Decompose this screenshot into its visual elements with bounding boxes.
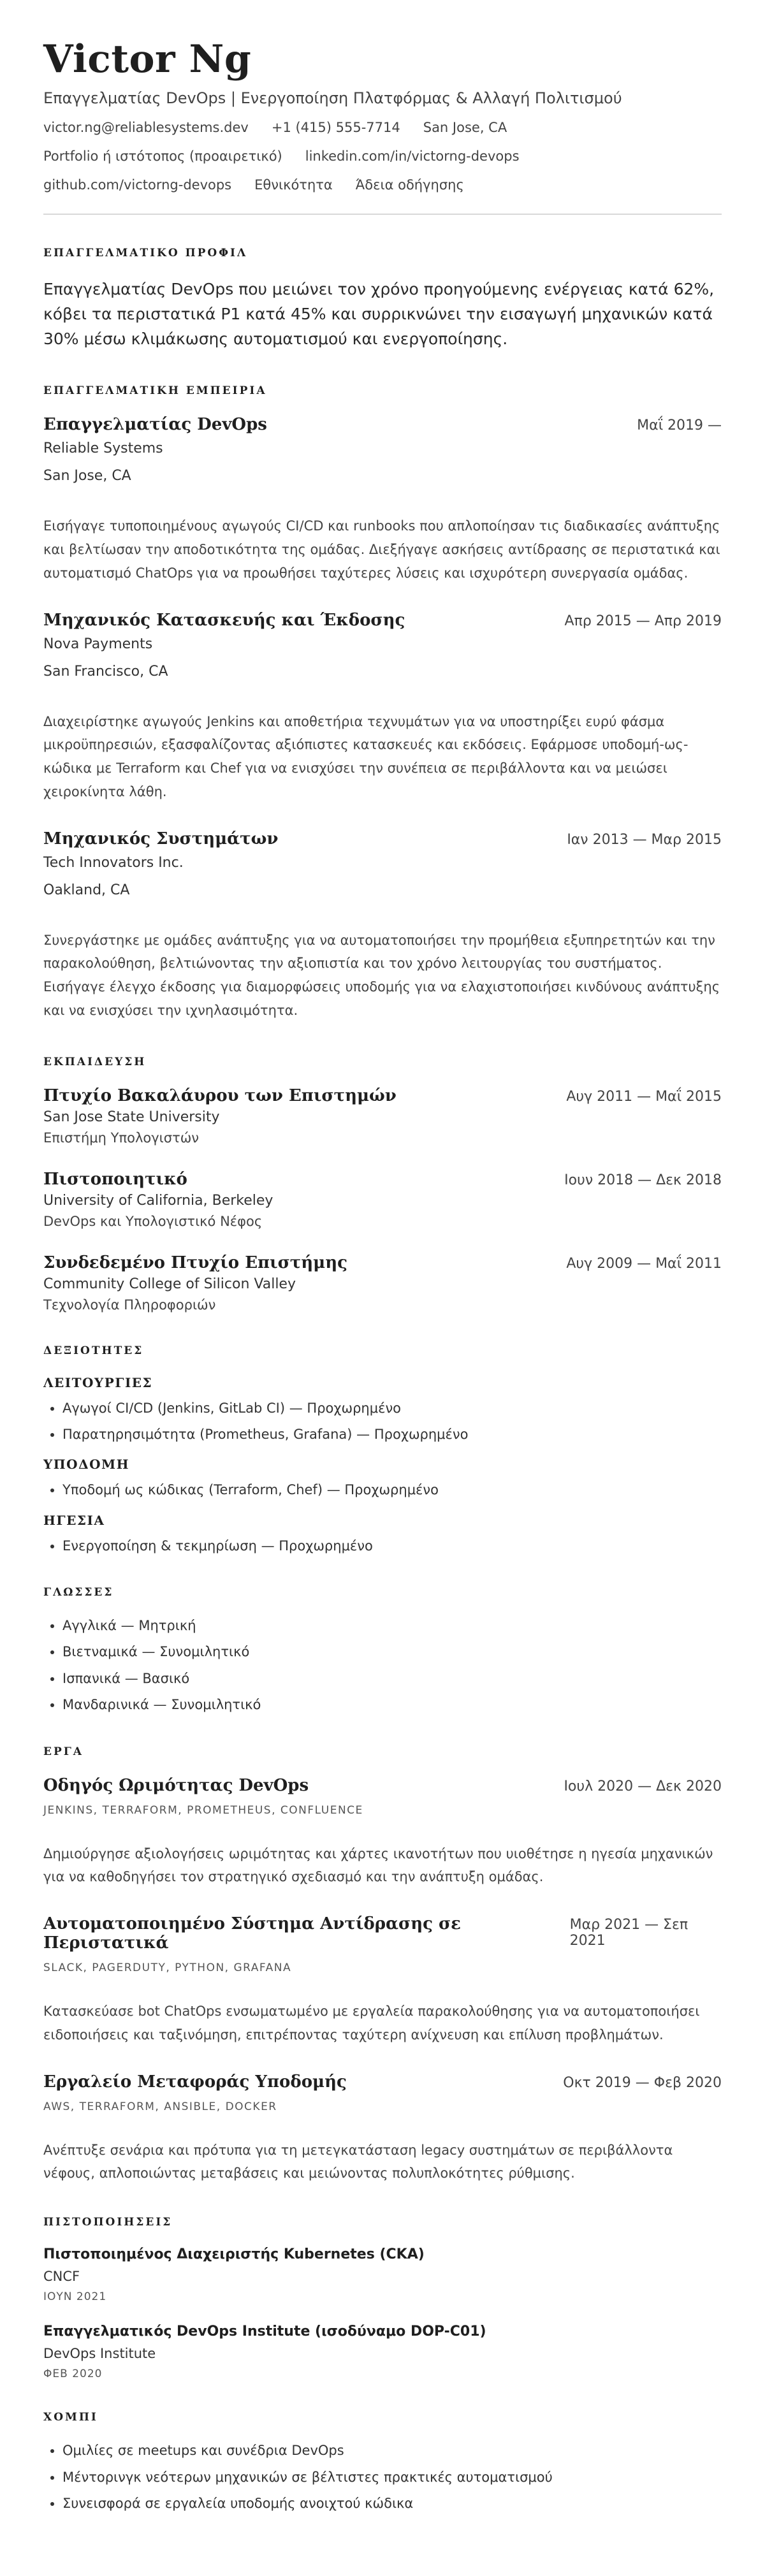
job-company: Reliable Systems bbox=[43, 440, 163, 457]
contact-info bbox=[43, 121, 722, 192]
school-name: Community College of Silicon Valley bbox=[43, 1276, 296, 1292]
degree-title: Συνδεδεμένο Πτυχίο Επιστήμης bbox=[43, 1253, 347, 1272]
email-link[interactable]: victor.ng@reliablesystems.dev bbox=[43, 120, 249, 135]
job-description: Διαχειρίστηκε αγωγούς Jenkins και αποθετήρια τεχνυμάτων για να υποστηρίξει ευρύ φάσμα μικροϋπηρεσιών, εξασφαλίζοντας αξιόπιστες κατασκευές και εκδόσεις. Εφάρμοσε υποδομή-ως-κώδικα με Terraform και Chef για να ενισχύσει την συνέπεια σε περιβάλλοντα και να μειώσει χειροκίνητα λάθη. bbox=[43, 713, 688, 799]
certification-date: ΦΕΒ 2020 bbox=[43, 2368, 103, 2381]
language-item: • Μανδαρινικά — Συνομιλητικό bbox=[62, 1696, 722, 1714]
candidate-name: Victor Ng bbox=[43, 37, 252, 82]
education-dates: Ιουν 2018 — Δεκ 2018 bbox=[564, 1172, 722, 1188]
project-dates: Ιουλ 2020 — Δεκ 2020 bbox=[564, 1778, 722, 1794]
nationality-text: Εθνικότητα bbox=[254, 177, 333, 193]
project-tags: JENKINS, TERRAFORM, PROMETHEUS, CONFLUENCE bbox=[43, 1803, 363, 1817]
project-item bbox=[43, 2072, 722, 2186]
job-location: San Francisco, CA bbox=[43, 663, 168, 680]
section-title-skills: ΔΕΞΙΟΤΗΤΕΣ bbox=[43, 1344, 144, 1357]
hobby-item: • Συνεισφορά σε εργαλεία υποδομής ανοιχτού κώδικα bbox=[62, 2494, 722, 2513]
education-item bbox=[43, 1086, 722, 1146]
job-location: San Jose, CA bbox=[43, 468, 131, 484]
degree-title: Πτυχίο Βακαλάυρου των Επιστημών bbox=[43, 1086, 397, 1105]
project-item bbox=[43, 1914, 722, 2047]
skill-group-title: ΗΓΕΣΙΑ bbox=[43, 1512, 105, 1528]
skill-group-title: ΛΕΙΤΟΥΡΓΙΕΣ bbox=[43, 1374, 153, 1390]
project-tags: SLACK, PAGERDUTY, PYTHON, GRAFANA bbox=[43, 1961, 292, 1975]
certification-issuer: CNCF bbox=[43, 2269, 80, 2285]
section-title-education: ΕΚΠΑΙΔΕΥΣΗ bbox=[43, 1055, 147, 1068]
job-title: Μηχανικός Συστημάτων bbox=[43, 829, 279, 848]
job-description: Εισήγαγε τυποποιημένους αγωγούς CI/CD και runbooks που απλοποίησαν τις διαδικασίες ανάπτυξης και βελτίωσαν την αποδοτικότητα της ομάδας. Διεξήγαγε ασκήσεις αντίδρασης σε περιστατικά και αυτοματισμό ChatOps για να προωθήσει ταχύτερες λύσεις και ισχυρότερη συνεργασία ομάδας. bbox=[43, 518, 720, 581]
skill-item: • Ενεργοποίηση & τεκμηρίωση — Προχωρημένο bbox=[62, 1537, 722, 1555]
education-item bbox=[43, 1253, 722, 1313]
certification-date: ΙΟΥΝ 2021 bbox=[43, 2290, 107, 2304]
project-description: Κατασκεύασε bot ChatOps ενσωματωμένο με εργαλεία παρακολούθησης για να αυτοματοποιήσει ειδοποιήσεις και ταξινόμηση, επιτρέποντας ταχύτερη ανίχνευση και επίλυση προβλημάτων. bbox=[43, 2004, 700, 2042]
section-title-languages: ΓΛΩΣΣΕΣ bbox=[43, 1586, 114, 1599]
language-item: • Βιετναμικά — Συνομιλητικό bbox=[62, 1643, 722, 1661]
skill-list bbox=[43, 1399, 722, 1444]
job-dates: Ιαν 2013 — Μαρ 2015 bbox=[567, 831, 722, 848]
certification-issuer: DevOps Institute bbox=[43, 2346, 156, 2362]
phone-text: +1 (415) 555-7714 bbox=[271, 120, 400, 135]
project-dates: Μαρ 2021 — Σεπ 2021 bbox=[569, 1917, 688, 1949]
degree-title: Πιστοποιητικό bbox=[43, 1169, 187, 1189]
certification-item bbox=[43, 2246, 722, 2303]
project-description: Δημιούργησε αξιολογήσεις ωριμότητας και χάρτες ικανοτήτων που υιοθέτησε η ηγεσία μηχανικών για να καθοδηγήσει τον στρατηγικό σχεδιασμό και την ανάπτυξη ομάδας. bbox=[43, 1845, 713, 1885]
job-company: Nova Payments bbox=[43, 636, 153, 652]
profile-summary: Επαγγελματίας DevOps που μειώνει τον χρόνο προηγούμενης ενέργειας κατά 62%, κόβει τα περιστατικά P1 κατά 45% και συρρικνώνει την εισαγωγή μηχανικών κατά 30% μέσω κλιμάκωσης αυτοματισμού και ενεργοποίησης. bbox=[43, 280, 715, 348]
education-dates: Αυγ 2011 — Μαΐ 2015 bbox=[566, 1088, 722, 1105]
education-item bbox=[43, 1170, 722, 1229]
school-name: San Jose State University bbox=[43, 1109, 220, 1125]
candidate-subtitle: Επαγγελματίας DevOps | Ενεργοποίηση Πλατφόρμας & Αλλαγή Πολιτισμού bbox=[43, 89, 622, 107]
language-item: • Ισπανικά — Βασικό bbox=[62, 1670, 722, 1688]
hobby-item: • Ομιλίες σε meetups και συνέδρια DevOps bbox=[62, 2441, 722, 2460]
project-description: Ανέπτυξε σενάρια και πρότυπα για τη μετεγκατάσταση legacy συστημάτων σε περιβάλλοντα νέφους, απλοποιώντας μεταβάσεις και μειώνοντας πολυπλοκότητες ρύθμισης. bbox=[43, 2142, 673, 2181]
skill-item: • Παρατηρησιμότητα (Prometheus, Grafana) — Προχωρημένο bbox=[62, 1425, 722, 1444]
skill-list bbox=[43, 1537, 722, 1555]
portfolio-link[interactable]: Portfolio ή ιστότοπος (προαιρετικό) bbox=[43, 149, 282, 164]
experience-item bbox=[43, 611, 722, 804]
job-company: Tech Innovators Inc. bbox=[43, 854, 184, 871]
project-dates: Οκτ 2019 — Φεβ 2020 bbox=[563, 2074, 722, 2091]
section-title-hobbies: ΧΟΜΠΙ bbox=[43, 2411, 98, 2424]
project-title: Οδηγός Ωριμότητας DevOps bbox=[43, 1775, 309, 1795]
section-title-projects: ΕΡΓΑ bbox=[43, 1745, 84, 1758]
hobby-list bbox=[43, 2441, 722, 2513]
hobby-item: • Μέντορινγκ νεότερων μηχανικών σε βέλτιστες πρακτικές αυτοματισμού bbox=[62, 2468, 722, 2487]
job-dates: Απρ 2015 — Απρ 2019 bbox=[564, 613, 722, 629]
job-location: Oakland, CA bbox=[43, 882, 130, 898]
language-item: • Αγγλικά — Μητρική bbox=[62, 1617, 722, 1635]
job-dates: Μαΐ 2019 — bbox=[637, 418, 722, 434]
header-divider bbox=[43, 214, 722, 215]
experience-item bbox=[43, 829, 722, 1022]
certification-item bbox=[43, 2324, 722, 2380]
education-dates: Αυγ 2009 — Μαΐ 2011 bbox=[566, 1255, 722, 1272]
section-title-profile: ΕΠΑΓΓΕΛΜΑΤΙΚΟ ΠΡΟΦΙΛ bbox=[43, 247, 248, 259]
project-item bbox=[43, 1776, 722, 1889]
language-list bbox=[43, 1617, 722, 1715]
skill-list bbox=[43, 1481, 722, 1499]
study-field: Τεχνολογία Πληροφοριών bbox=[43, 1297, 216, 1313]
skill-group-title: ΥΠΟΔΟΜΗ bbox=[43, 1457, 130, 1473]
job-description: Συνεργάστηκε με ομάδες ανάπτυξης για να αυτοματοποιήσει την προμήθεια εξυπηρετητών και την παρακολούθηση, βελτιώνοντας την αξιοπιστία και τον χρόνο λειτουργίας του συστήματος. Εισήγαγε έλεγχο έκδοσης για διαμορφώσεις υποδομής για να ελαχιστοποιήσει κινδύνους ανάπτυξης και να ενισχύσει την ιχνηλασιμότητα. bbox=[43, 932, 720, 1018]
github-link[interactable]: github.com/victorng-devops bbox=[43, 177, 232, 193]
school-name: University of California, Berkeley bbox=[43, 1192, 273, 1209]
driving-license-text: Άδεια οδήγησης bbox=[355, 177, 464, 193]
skill-item: • Αγωγοί CI/CD (Jenkins, GitLab CI) — Προχωρημένο bbox=[62, 1399, 722, 1418]
linkedin-link[interactable]: linkedin.com/in/victorng-devops bbox=[305, 149, 520, 164]
job-title: Μηχανικός Κατασκευής και Έκδοσης bbox=[43, 610, 405, 630]
project-tags: AWS, TERRAFORM, ANSIBLE, DOCKER bbox=[43, 2100, 277, 2113]
section-title-experience: ΕΠΑΓΓΕΛΜΑΤΙΚΗ ΕΜΠΕΙΡΙΑ bbox=[43, 384, 267, 398]
certification-name: Επαγγελματικός DevOps Institute (ισοδύναμο DOP-C01) bbox=[43, 2324, 486, 2340]
experience-item bbox=[43, 415, 722, 585]
project-title: Αυτοματοποιημένο Σύστημα Αντίδρασης σε Περιστατικά bbox=[43, 1914, 461, 1953]
certification-name: Πιστοποιημένος Διαχειριστής Kubernetes (CKA) bbox=[43, 2246, 425, 2263]
location-text: San Jose, CA bbox=[423, 120, 507, 135]
study-field: DevOps και Υπολογιστικό Νέφος bbox=[43, 1213, 263, 1229]
job-title: Επαγγελματίας DevOps bbox=[43, 415, 267, 435]
skill-item: • Υποδομή ως κώδικας (Terraform, Chef) — Προχωρημένο bbox=[62, 1481, 722, 1499]
project-title: Εργαλείο Μεταφοράς Υποδομής bbox=[43, 2072, 347, 2092]
study-field: Επιστήμη Υπολογιστών bbox=[43, 1130, 200, 1146]
section-title-certifications: ΠΙΣΤΟΠΟΙΗΣΕΙΣ bbox=[43, 2216, 173, 2229]
